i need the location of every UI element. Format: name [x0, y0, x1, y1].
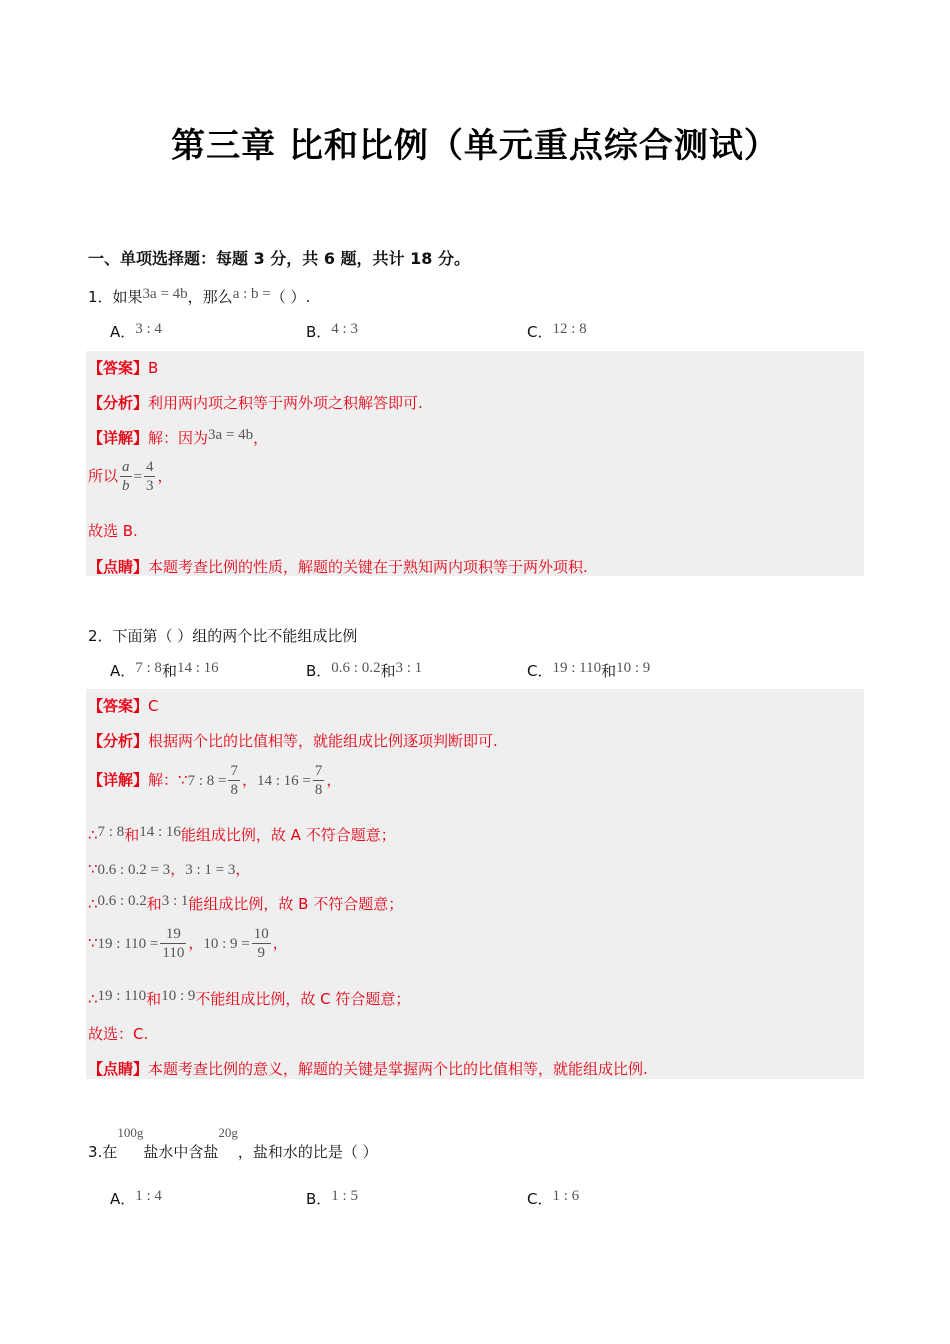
- question-1-stem: [88, 286, 310, 307]
- comment-tag: 【点睛】: [88, 558, 149, 576]
- fraction-numerator: a: [122, 459, 130, 475]
- answer-value: C: [148, 697, 159, 715]
- page-title: 第三章 比和比例（单元重点综合测试）: [171, 126, 779, 166]
- fraction-numerator: 7: [314, 763, 323, 779]
- q1-prefix: 1．如果: [88, 288, 143, 306]
- analysis-text: 利用两内项之积等于两外项之积解答即可.: [148, 394, 423, 412]
- q2-comment: [88, 1058, 648, 1079]
- q3-suffix: ，盐和水的比是（ ）: [237, 1143, 378, 1161]
- comma: ，: [188, 934, 204, 952]
- option-value: 1 : 6: [552, 1188, 580, 1204]
- detail-math: 3a = 4b: [208, 427, 254, 443]
- comma: ，: [326, 771, 342, 789]
- conclusion-text: 能组成比例，故 B 不符合题意；: [188, 895, 404, 913]
- q1-solution-box: [86, 351, 864, 576]
- detail-end: ，: [253, 429, 269, 447]
- detail-math: 0.6 : 0.2 = 3: [97, 862, 171, 878]
- q3-mid: 盐水中含盐: [143, 1143, 219, 1161]
- fraction-denominator: 8: [314, 782, 323, 798]
- answer-tag: 【答案】: [88, 359, 149, 377]
- detail-math: 3 : 1: [161, 893, 189, 909]
- option-value: 1 : 4: [135, 1188, 162, 1204]
- therefore-symbol: ∴: [88, 826, 98, 844]
- q1-suffix: （ ）.: [270, 288, 311, 306]
- conclusion-text: 能组成比例，故 A 不符合题意；: [180, 826, 396, 844]
- comma: ，: [272, 934, 288, 952]
- fraction-19-110: [160, 925, 186, 962]
- because-symbol: ∵: [88, 934, 98, 952]
- comma: ，: [235, 860, 251, 878]
- q2-option-c: [527, 660, 650, 681]
- so-text: 所以: [88, 467, 119, 485]
- fraction-denominator: 3: [145, 478, 154, 494]
- and-text: 和: [124, 826, 140, 844]
- fraction-denominator: 8: [230, 782, 238, 798]
- q3-option-a: [110, 1188, 162, 1209]
- q3-prefix: 3.在: [88, 1143, 118, 1161]
- detail-math: 19 : 110 =: [97, 936, 159, 952]
- option-letter: A．: [110, 323, 136, 341]
- fraction-4-3: [144, 458, 156, 495]
- fraction-7-8: [228, 762, 240, 799]
- detail-math: 3 : 1 = 3: [185, 862, 236, 878]
- because-symbol: ∵: [88, 860, 98, 878]
- comment-text: 本题考查比例的意义，解题的关键是掌握两个比的比值相等，就能组成比例.: [148, 1060, 648, 1078]
- option-and: 和: [161, 662, 177, 680]
- analysis-tag: 【分析】: [88, 732, 149, 750]
- detail-text: 解：因为: [148, 429, 209, 447]
- detail-math: 10 : 9 =: [203, 936, 250, 952]
- fraction-numerator: 7: [230, 763, 238, 779]
- option-letter: B．: [306, 662, 332, 680]
- q1-comment: [88, 556, 588, 577]
- fraction-a-b: [120, 458, 132, 495]
- q3-math-salt: 20g: [218, 1125, 238, 1140]
- equals-sign: =: [133, 469, 142, 485]
- detail-text: 解：∵: [148, 771, 188, 789]
- q1-analysis: [88, 392, 423, 413]
- q2-line-c: [88, 893, 403, 914]
- q2-answer: [88, 695, 159, 716]
- q3-option-c: [527, 1188, 579, 1209]
- analysis-tag: 【分析】: [88, 394, 149, 412]
- option-ratio-2: 14 : 16: [176, 660, 219, 676]
- conclusion-text: 不能组成比例，故 C 符合题意；: [195, 990, 411, 1008]
- comma: ，: [241, 771, 257, 789]
- comment-text: 本题考查比例的性质，解题的关键在于熟知两内项积等于两外项积.: [148, 558, 588, 576]
- option-letter: C．: [527, 323, 553, 341]
- q3-math-total: 100g: [117, 1125, 144, 1140]
- fraction-numerator: 19: [160, 925, 186, 944]
- detail-math: 0.6 : 0.2: [97, 893, 147, 909]
- q1-option-a: [110, 321, 162, 342]
- option-letter: B．: [306, 323, 332, 341]
- so-end: ，: [157, 467, 173, 485]
- option-value: 3 : 4: [135, 321, 162, 337]
- detail-math: 7 : 8 =: [187, 773, 227, 789]
- q2-detail: [88, 762, 341, 799]
- option-ratio-1: 0.6 : 0.2: [331, 660, 381, 676]
- answer-tag: 【答案】: [88, 697, 149, 715]
- option-ratio-2: 10 : 9: [616, 660, 651, 676]
- option-ratio-1: 19 : 110: [552, 660, 602, 676]
- q1-option-b: [306, 321, 358, 342]
- q2-line-b: [88, 858, 250, 879]
- comment-tag: 【点睛】: [88, 1060, 149, 1078]
- option-and: 和: [380, 662, 396, 680]
- q1-math-equation: 3a = 4b: [142, 286, 188, 302]
- q2-line-d: [88, 925, 288, 962]
- therefore-symbol: ∴: [88, 895, 98, 913]
- option-value: 1 : 5: [331, 1188, 358, 1204]
- question-3-stem: [88, 1125, 378, 1162]
- option-value: 4 : 3: [331, 321, 358, 337]
- option-value: 12 : 8: [552, 321, 587, 337]
- q1-choose: 故选 B.: [88, 522, 138, 540]
- q1-option-c: [527, 321, 587, 342]
- fraction-denominator: b: [122, 478, 130, 494]
- section-heading: 一、单项选择题：每题 3 分，共 6 题，共计 18 分。: [88, 249, 470, 268]
- q1-so-line: [88, 458, 173, 495]
- detail-tag: 【详解】: [88, 771, 149, 789]
- detail-math: 19 : 110: [97, 988, 147, 1004]
- option-letter: C．: [527, 1190, 553, 1208]
- q2-choose: 故选：C.: [88, 1025, 149, 1043]
- detail-math: 10 : 9: [161, 988, 196, 1004]
- option-letter: A．: [110, 662, 136, 680]
- q2-analysis: [88, 730, 498, 751]
- q2-option-b: [306, 660, 422, 681]
- q1-math-ratio: a : b =: [232, 286, 271, 302]
- q1-mid: ，那么: [187, 288, 233, 306]
- q3-option-b: [306, 1188, 358, 1209]
- option-letter: C．: [527, 662, 553, 680]
- q2-line-e: [88, 988, 410, 1009]
- analysis-text: 根据两个比的比值相等，就能组成比例逐项判断即可.: [148, 732, 498, 750]
- fraction-denominator: 9: [257, 945, 265, 961]
- option-letter: A．: [110, 1190, 136, 1208]
- fraction-10-9: [252, 925, 271, 962]
- and-text: 和: [146, 990, 162, 1008]
- q2-line-a: [88, 824, 396, 845]
- and-text: 和: [146, 895, 162, 913]
- option-letter: B．: [306, 1190, 332, 1208]
- detail-math: 7 : 8: [97, 824, 125, 840]
- option-ratio-2: 3 : 1: [395, 660, 423, 676]
- fraction-7-8: [313, 762, 325, 799]
- comma: ，: [170, 860, 186, 878]
- therefore-symbol: ∴: [88, 990, 98, 1008]
- detail-tag: 【详解】: [88, 429, 149, 447]
- q2-option-a: [110, 660, 219, 681]
- option-and: 和: [601, 662, 617, 680]
- detail-math: 14 : 16: [139, 824, 181, 840]
- q1-detail: [88, 427, 268, 448]
- option-ratio-1: 7 : 8: [135, 660, 162, 676]
- question-2-stem: 2．下面第（ ）组的两个比不能组成比例: [88, 627, 358, 645]
- answer-value: B: [148, 359, 159, 377]
- detail-math: 14 : 16 =: [256, 773, 311, 789]
- fraction-denominator: 110: [162, 945, 185, 961]
- fraction-numerator: 10: [253, 926, 269, 942]
- fraction-numerator: 4: [145, 459, 154, 475]
- q1-answer: [88, 357, 158, 378]
